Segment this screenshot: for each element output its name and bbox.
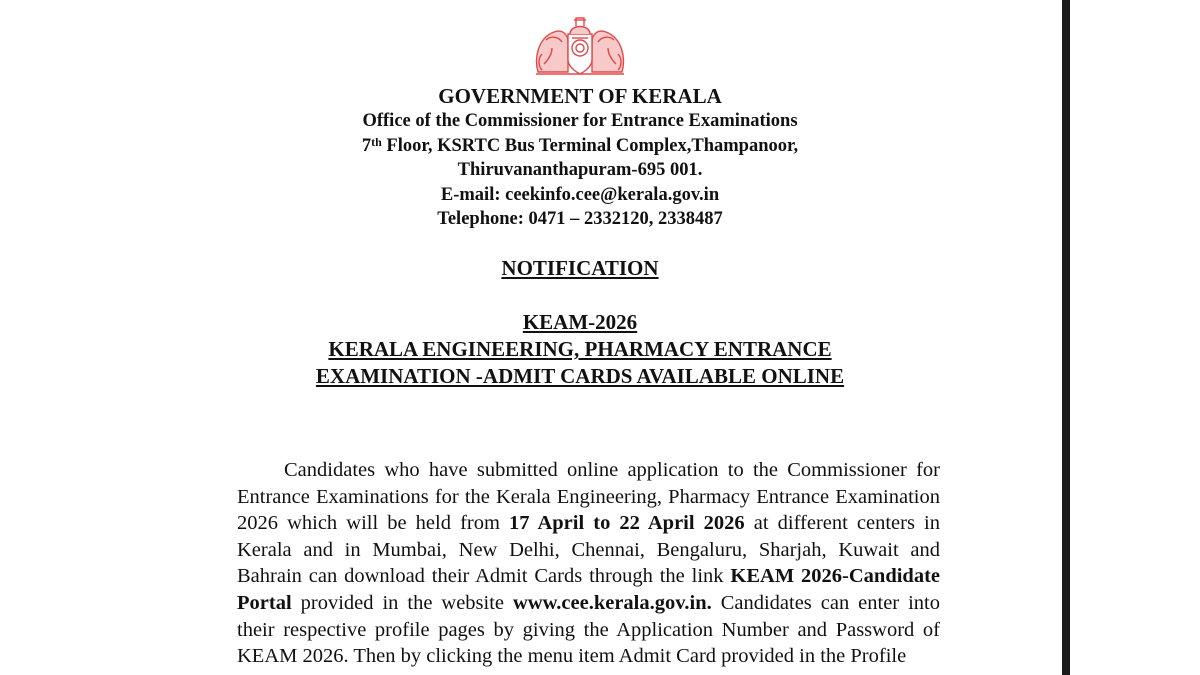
office-name: Office of the Commissioner for Entrance Examinations bbox=[362, 111, 798, 131]
government-title: GOVERNMENT OF KERALA bbox=[438, 84, 722, 108]
kerala-state-emblem-icon bbox=[532, 14, 628, 78]
address-line-2: Thiruvananthapuram-695 001. bbox=[457, 160, 703, 180]
email-line: E-mail: ceekinfo.cee@kerala.gov.in bbox=[440, 184, 720, 205]
notification-heading: NOTIFICATION bbox=[501, 256, 659, 280]
subject-line-2: KERALA ENGINEERING, PHARMACY ENTRANCE bbox=[328, 337, 832, 361]
page-edge-border bbox=[1062, 0, 1070, 675]
notification-body: Candidates who have submitted online application to the Commissioner for Entrance Examinations for the Kerala Engineering, Pharmacy Entrance Examination 2026 which will be held from 17 April to 22 April 2026 at different centers in Kerala and in Mumbai, New Delhi, Chennai, Bengaluru, Sharjah, Kuwait and Bahrain can download their Admit Cards through the link KEAM 2026-Candidate Portal provided in the website www.cee.kerala.gov.in. Candidates can enter into their respective profile pages by giving the Application Number and Password of KEAM 2026. Then by clicking the menu item Admit Card provided in the Profile bbox=[237, 459, 940, 668]
website-link[interactable]: www.cee.kerala.gov.in. bbox=[513, 591, 712, 614]
telephone-line: Telephone: 0471 – 2332120, 2338487 bbox=[437, 209, 723, 229]
subject-line-3: EXAMINATION -ADMIT CARDS AVAILABLE ONLINE bbox=[315, 364, 845, 388]
subject-line-1: KEAM-2026 bbox=[522, 310, 638, 334]
subject-heading bbox=[240, 309, 920, 390]
candidate-portal-link[interactable]: KEAM 2026-Candidate Portal bbox=[237, 565, 940, 614]
letterhead bbox=[240, 83, 920, 232]
address-line-1: 7th Floor, KSRTC Bus Terminal Complex,Thampanoor, bbox=[361, 134, 799, 156]
exam-dates: 17 April to 22 April 2026 bbox=[509, 512, 745, 535]
